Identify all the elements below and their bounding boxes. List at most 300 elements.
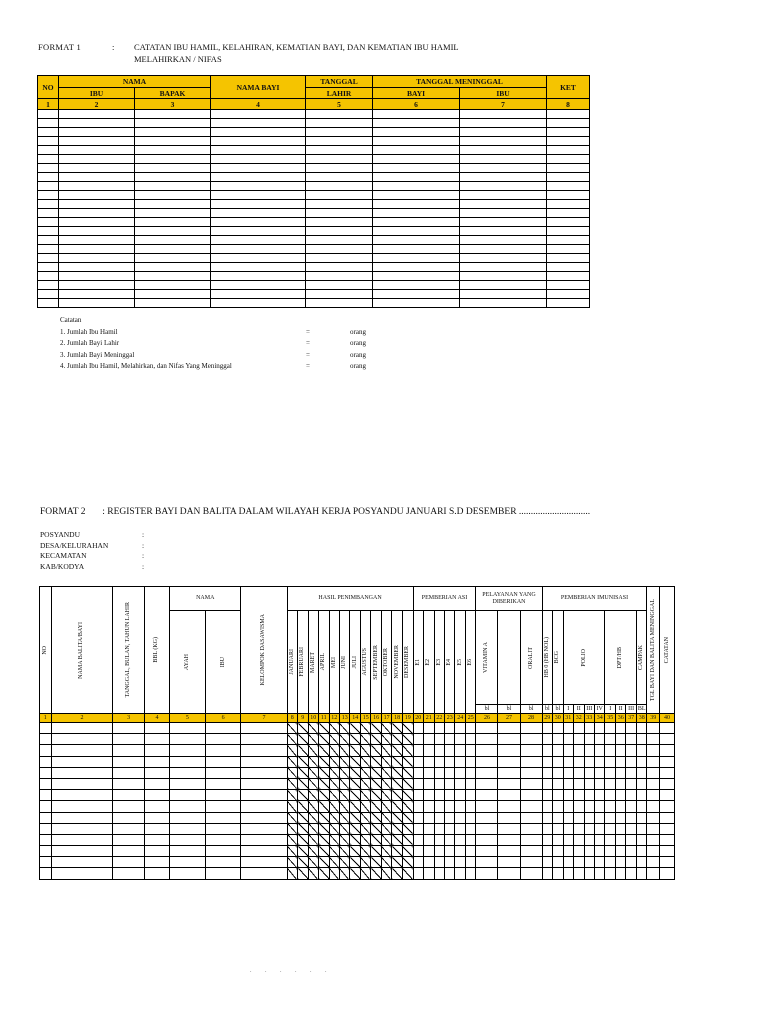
- table-cell[interactable]: [434, 823, 444, 834]
- table-cell[interactable]: [38, 128, 59, 137]
- table-cell[interactable]: [465, 734, 476, 745]
- table-cell[interactable]: [615, 756, 625, 767]
- table-cell[interactable]: [51, 801, 113, 812]
- table-cell[interactable]: [350, 846, 360, 857]
- table-cell[interactable]: [51, 812, 113, 823]
- table-cell[interactable]: [626, 846, 636, 857]
- table-cell[interactable]: [51, 857, 113, 868]
- table-cell[interactable]: [460, 191, 547, 200]
- table-cell[interactable]: [563, 790, 573, 801]
- table-cell[interactable]: [360, 823, 370, 834]
- table-cell[interactable]: [135, 299, 211, 308]
- table-cell[interactable]: [434, 756, 444, 767]
- table-cell[interactable]: [460, 110, 547, 119]
- table-cell[interactable]: [373, 182, 460, 191]
- table-cell[interactable]: [615, 778, 625, 789]
- table-cell[interactable]: [373, 263, 460, 272]
- table-cell[interactable]: [371, 745, 381, 756]
- table-cell[interactable]: [339, 812, 349, 823]
- table-cell[interactable]: [605, 723, 615, 734]
- table-cell[interactable]: [434, 734, 444, 745]
- table-cell[interactable]: [135, 290, 211, 299]
- table-cell[interactable]: [660, 745, 675, 756]
- table-cell[interactable]: [144, 823, 169, 834]
- table-cell[interactable]: [287, 723, 297, 734]
- table-cell[interactable]: [455, 790, 465, 801]
- table-cell[interactable]: [392, 778, 402, 789]
- table-cell[interactable]: [444, 790, 454, 801]
- table-cell[interactable]: [424, 846, 434, 857]
- table-cell[interactable]: [547, 128, 590, 137]
- table-cell[interactable]: [51, 756, 113, 767]
- table-cell[interactable]: [660, 756, 675, 767]
- table-cell[interactable]: [319, 756, 329, 767]
- table-cell[interactable]: [329, 745, 339, 756]
- table-cell[interactable]: [460, 155, 547, 164]
- table-cell[interactable]: [59, 137, 135, 146]
- table-cell[interactable]: [306, 263, 373, 272]
- table-cell[interactable]: [413, 857, 423, 868]
- table-cell[interactable]: [308, 823, 318, 834]
- table-cell[interactable]: [455, 834, 465, 845]
- table-cell[interactable]: [38, 146, 59, 155]
- table-cell[interactable]: [298, 823, 308, 834]
- table-cell[interactable]: [350, 857, 360, 868]
- table-cell[interactable]: [542, 734, 552, 745]
- table-cell[interactable]: [205, 868, 241, 879]
- table-cell[interactable]: [306, 137, 373, 146]
- table-cell[interactable]: [636, 767, 647, 778]
- table-cell[interactable]: [434, 834, 444, 845]
- table-cell[interactable]: [434, 767, 444, 778]
- table-cell[interactable]: [520, 790, 542, 801]
- table-cell[interactable]: [605, 857, 615, 868]
- table-cell[interactable]: [476, 823, 498, 834]
- table-cell[interactable]: [339, 857, 349, 868]
- table-cell[interactable]: [636, 823, 647, 834]
- table-cell[interactable]: [563, 812, 573, 823]
- table-cell[interactable]: [444, 868, 454, 879]
- table-cell[interactable]: [553, 778, 563, 789]
- table-cell[interactable]: [460, 290, 547, 299]
- table-cell[interactable]: [144, 790, 169, 801]
- table-cell[interactable]: [287, 767, 297, 778]
- table-cell[interactable]: [584, 801, 594, 812]
- table-cell[interactable]: [211, 200, 306, 209]
- table-cell[interactable]: [647, 745, 660, 756]
- table-cell[interactable]: [205, 812, 241, 823]
- table-cell[interactable]: [339, 801, 349, 812]
- table-cell[interactable]: [605, 790, 615, 801]
- table-cell[interactable]: [424, 723, 434, 734]
- table-cell[interactable]: [38, 182, 59, 191]
- table-cell[interactable]: [660, 812, 675, 823]
- table-cell[interactable]: [547, 218, 590, 227]
- table-cell[interactable]: [360, 756, 370, 767]
- table-cell[interactable]: [373, 290, 460, 299]
- table-cell[interactable]: [135, 218, 211, 227]
- table-cell[interactable]: [584, 756, 594, 767]
- table-cell[interactable]: [563, 857, 573, 868]
- table-cell[interactable]: [584, 812, 594, 823]
- table-cell[interactable]: [287, 778, 297, 789]
- table-cell[interactable]: [647, 823, 660, 834]
- table-cell[interactable]: [350, 778, 360, 789]
- table-cell[interactable]: [360, 778, 370, 789]
- table-cell[interactable]: [306, 200, 373, 209]
- table-cell[interactable]: [547, 254, 590, 263]
- table-cell[interactable]: [373, 227, 460, 236]
- table-cell[interactable]: [38, 290, 59, 299]
- table-cell[interactable]: [144, 868, 169, 879]
- table-cell[interactable]: [563, 801, 573, 812]
- table-cell[interactable]: [40, 778, 52, 789]
- table-cell[interactable]: [329, 868, 339, 879]
- table-cell[interactable]: [455, 812, 465, 823]
- table-cell[interactable]: [455, 857, 465, 868]
- table-cell[interactable]: [574, 790, 584, 801]
- table-cell[interactable]: [371, 790, 381, 801]
- table-cell[interactable]: [205, 745, 241, 756]
- table-cell[interactable]: [647, 834, 660, 845]
- table-cell[interactable]: [584, 834, 594, 845]
- table-cell[interactable]: [211, 146, 306, 155]
- table-cell[interactable]: [542, 723, 552, 734]
- table-cell[interactable]: [287, 801, 297, 812]
- table-cell[interactable]: [605, 846, 615, 857]
- table-cell[interactable]: [444, 823, 454, 834]
- table-cell[interactable]: [498, 790, 520, 801]
- table-cell[interactable]: [402, 868, 413, 879]
- table-cell[interactable]: [381, 868, 391, 879]
- table-cell[interactable]: [38, 110, 59, 119]
- table-cell[interactable]: [460, 227, 547, 236]
- table-cell[interactable]: [381, 846, 391, 857]
- table-cell[interactable]: [59, 263, 135, 272]
- table-cell[interactable]: [476, 846, 498, 857]
- table-cell[interactable]: [381, 778, 391, 789]
- table-cell[interactable]: [40, 756, 52, 767]
- table-cell[interactable]: [547, 182, 590, 191]
- table-cell[interactable]: [626, 823, 636, 834]
- table-cell[interactable]: [424, 823, 434, 834]
- table-cell[interactable]: [402, 745, 413, 756]
- table-cell[interactable]: [360, 812, 370, 823]
- table-cell[interactable]: [339, 745, 349, 756]
- table-cell[interactable]: [241, 801, 287, 812]
- table-cell[interactable]: [319, 778, 329, 789]
- table-cell[interactable]: [329, 801, 339, 812]
- table-cell[interactable]: [553, 723, 563, 734]
- table-cell[interactable]: [373, 137, 460, 146]
- table-cell[interactable]: [444, 857, 454, 868]
- table-cell[interactable]: [306, 218, 373, 227]
- table-cell[interactable]: [520, 745, 542, 756]
- table-cell[interactable]: [615, 767, 625, 778]
- table-cell[interactable]: [574, 756, 584, 767]
- table-cell[interactable]: [455, 801, 465, 812]
- table-cell[interactable]: [594, 868, 604, 879]
- table-cell[interactable]: [402, 756, 413, 767]
- table-cell[interactable]: [660, 723, 675, 734]
- table-cell[interactable]: [402, 823, 413, 834]
- table-cell[interactable]: [563, 823, 573, 834]
- table-cell[interactable]: [547, 245, 590, 254]
- table-cell[interactable]: [402, 778, 413, 789]
- table-cell[interactable]: [460, 254, 547, 263]
- table-cell[interactable]: [113, 745, 144, 756]
- table-cell[interactable]: [626, 868, 636, 879]
- table-cell[interactable]: [211, 182, 306, 191]
- table-cell[interactable]: [144, 778, 169, 789]
- table-cell[interactable]: [574, 823, 584, 834]
- table-cell[interactable]: [319, 734, 329, 745]
- table-cell[interactable]: [547, 146, 590, 155]
- table-cell[interactable]: [392, 857, 402, 868]
- table-cell[interactable]: [329, 734, 339, 745]
- table-cell[interactable]: [520, 834, 542, 845]
- table-cell[interactable]: [636, 857, 647, 868]
- table-cell[interactable]: [498, 834, 520, 845]
- table-cell[interactable]: [59, 209, 135, 218]
- table-cell[interactable]: [306, 155, 373, 164]
- table-cell[interactable]: [51, 734, 113, 745]
- table-cell[interactable]: [211, 245, 306, 254]
- table-cell[interactable]: [626, 723, 636, 734]
- table-cell[interactable]: [402, 790, 413, 801]
- table-cell[interactable]: [574, 857, 584, 868]
- table-cell[interactable]: [40, 767, 52, 778]
- table-cell[interactable]: [170, 745, 206, 756]
- table-cell[interactable]: [38, 236, 59, 245]
- table-cell[interactable]: [498, 823, 520, 834]
- table-cell[interactable]: [476, 857, 498, 868]
- table-cell[interactable]: [424, 868, 434, 879]
- table-cell[interactable]: [574, 767, 584, 778]
- table-cell[interactable]: [434, 723, 444, 734]
- table-cell[interactable]: [339, 778, 349, 789]
- table-cell[interactable]: [547, 263, 590, 272]
- table-cell[interactable]: [520, 868, 542, 879]
- table-cell[interactable]: [59, 227, 135, 236]
- table-cell[interactable]: [460, 236, 547, 245]
- table-cell[interactable]: [553, 868, 563, 879]
- table-cell[interactable]: [350, 745, 360, 756]
- table-cell[interactable]: [308, 846, 318, 857]
- table-cell[interactable]: [574, 868, 584, 879]
- table-cell[interactable]: [413, 778, 423, 789]
- table-cell[interactable]: [329, 767, 339, 778]
- table-cell[interactable]: [298, 745, 308, 756]
- table-cell[interactable]: [547, 272, 590, 281]
- table-cell[interactable]: [563, 756, 573, 767]
- table-cell[interactable]: [306, 110, 373, 119]
- table-cell[interactable]: [444, 846, 454, 857]
- table-cell[interactable]: [594, 723, 604, 734]
- table-cell[interactable]: [135, 155, 211, 164]
- table-cell[interactable]: [381, 756, 391, 767]
- table-cell[interactable]: [144, 767, 169, 778]
- table-cell[interactable]: [59, 110, 135, 119]
- table-cell[interactable]: [381, 723, 391, 734]
- table-cell[interactable]: [371, 812, 381, 823]
- table-cell[interactable]: [381, 801, 391, 812]
- table-cell[interactable]: [498, 745, 520, 756]
- table-cell[interactable]: [298, 868, 308, 879]
- table-cell[interactable]: [40, 723, 52, 734]
- table-cell[interactable]: [59, 191, 135, 200]
- table-cell[interactable]: [287, 834, 297, 845]
- table-cell[interactable]: [594, 767, 604, 778]
- table-cell[interactable]: [144, 734, 169, 745]
- table-cell[interactable]: [563, 868, 573, 879]
- table-cell[interactable]: [626, 857, 636, 868]
- table-cell[interactable]: [298, 790, 308, 801]
- table-cell[interactable]: [660, 834, 675, 845]
- table-cell[interactable]: [542, 801, 552, 812]
- table-cell[interactable]: [306, 227, 373, 236]
- table-cell[interactable]: [308, 834, 318, 845]
- table-cell[interactable]: [211, 218, 306, 227]
- table-cell[interactable]: [402, 846, 413, 857]
- table-cell[interactable]: [594, 745, 604, 756]
- table-cell[interactable]: [371, 778, 381, 789]
- table-cell[interactable]: [350, 823, 360, 834]
- table-cell[interactable]: [455, 823, 465, 834]
- table-cell[interactable]: [574, 778, 584, 789]
- table-cell[interactable]: [636, 868, 647, 879]
- table-cell[interactable]: [636, 756, 647, 767]
- table-cell[interactable]: [360, 745, 370, 756]
- table-cell[interactable]: [381, 834, 391, 845]
- table-cell[interactable]: [392, 823, 402, 834]
- table-cell[interactable]: [647, 801, 660, 812]
- table-cell[interactable]: [392, 734, 402, 745]
- table-cell[interactable]: [38, 254, 59, 263]
- table-cell[interactable]: [647, 734, 660, 745]
- table-cell[interactable]: [306, 272, 373, 281]
- table-cell[interactable]: [455, 767, 465, 778]
- table-cell[interactable]: [424, 767, 434, 778]
- table-cell[interactable]: [574, 734, 584, 745]
- table-cell[interactable]: [594, 834, 604, 845]
- table-cell[interactable]: [542, 745, 552, 756]
- table-cell[interactable]: [135, 245, 211, 254]
- table-cell[interactable]: [306, 164, 373, 173]
- table-cell[interactable]: [306, 173, 373, 182]
- table-cell[interactable]: [392, 868, 402, 879]
- table-cell[interactable]: [615, 790, 625, 801]
- table-cell[interactable]: [547, 299, 590, 308]
- table-cell[interactable]: [59, 155, 135, 164]
- table-cell[interactable]: [434, 812, 444, 823]
- table-cell[interactable]: [460, 119, 547, 128]
- table-cell[interactable]: [135, 209, 211, 218]
- table-cell[interactable]: [135, 182, 211, 191]
- table-cell[interactable]: [520, 734, 542, 745]
- table-cell[interactable]: [594, 756, 604, 767]
- table-cell[interactable]: [373, 128, 460, 137]
- table-cell[interactable]: [520, 812, 542, 823]
- table-cell[interactable]: [660, 790, 675, 801]
- table-cell[interactable]: [542, 868, 552, 879]
- table-cell[interactable]: [40, 745, 52, 756]
- table-cell[interactable]: [542, 778, 552, 789]
- table-cell[interactable]: [371, 756, 381, 767]
- table-cell[interactable]: [498, 778, 520, 789]
- table-cell[interactable]: [38, 218, 59, 227]
- table-cell[interactable]: [319, 801, 329, 812]
- table-cell[interactable]: [547, 209, 590, 218]
- table-cell[interactable]: [373, 191, 460, 200]
- table-cell[interactable]: [40, 801, 52, 812]
- table-cell[interactable]: [371, 823, 381, 834]
- table-cell[interactable]: [205, 723, 241, 734]
- table-cell[interactable]: [241, 723, 287, 734]
- table-cell[interactable]: [498, 812, 520, 823]
- table-cell[interactable]: [424, 812, 434, 823]
- table-cell[interactable]: [547, 227, 590, 236]
- table-cell[interactable]: [38, 227, 59, 236]
- table-cell[interactable]: [306, 146, 373, 155]
- table-cell[interactable]: [455, 756, 465, 767]
- table-cell[interactable]: [306, 290, 373, 299]
- table-cell[interactable]: [170, 812, 206, 823]
- table-cell[interactable]: [636, 723, 647, 734]
- table-cell[interactable]: [211, 155, 306, 164]
- table-cell[interactable]: [476, 745, 498, 756]
- table-cell[interactable]: [498, 723, 520, 734]
- table-cell[interactable]: [306, 245, 373, 254]
- table-cell[interactable]: [460, 218, 547, 227]
- table-cell[interactable]: [319, 834, 329, 845]
- table-cell[interactable]: [465, 767, 476, 778]
- table-cell[interactable]: [547, 191, 590, 200]
- table-cell[interactable]: [113, 846, 144, 857]
- table-cell[interactable]: [51, 723, 113, 734]
- table-cell[interactable]: [308, 734, 318, 745]
- table-cell[interactable]: [339, 767, 349, 778]
- table-cell[interactable]: [460, 164, 547, 173]
- table-cell[interactable]: [615, 846, 625, 857]
- table-cell[interactable]: [413, 823, 423, 834]
- table-cell[interactable]: [626, 745, 636, 756]
- table-cell[interactable]: [144, 723, 169, 734]
- table-cell[interactable]: [287, 734, 297, 745]
- table-cell[interactable]: [360, 834, 370, 845]
- table-cell[interactable]: [329, 790, 339, 801]
- table-cell[interactable]: [584, 868, 594, 879]
- table-cell[interactable]: [547, 164, 590, 173]
- table-cell[interactable]: [605, 823, 615, 834]
- table-cell[interactable]: [542, 790, 552, 801]
- table-cell[interactable]: [413, 812, 423, 823]
- table-cell[interactable]: [605, 778, 615, 789]
- table-cell[interactable]: [413, 723, 423, 734]
- table-cell[interactable]: [360, 868, 370, 879]
- table-cell[interactable]: [306, 236, 373, 245]
- table-cell[interactable]: [306, 128, 373, 137]
- table-cell[interactable]: [465, 868, 476, 879]
- table-cell[interactable]: [308, 812, 318, 823]
- table-cell[interactable]: [59, 236, 135, 245]
- table-cell[interactable]: [381, 790, 391, 801]
- table-cell[interactable]: [424, 857, 434, 868]
- table-cell[interactable]: [113, 723, 144, 734]
- table-cell[interactable]: [563, 846, 573, 857]
- table-cell[interactable]: [339, 834, 349, 845]
- table-cell[interactable]: [547, 200, 590, 209]
